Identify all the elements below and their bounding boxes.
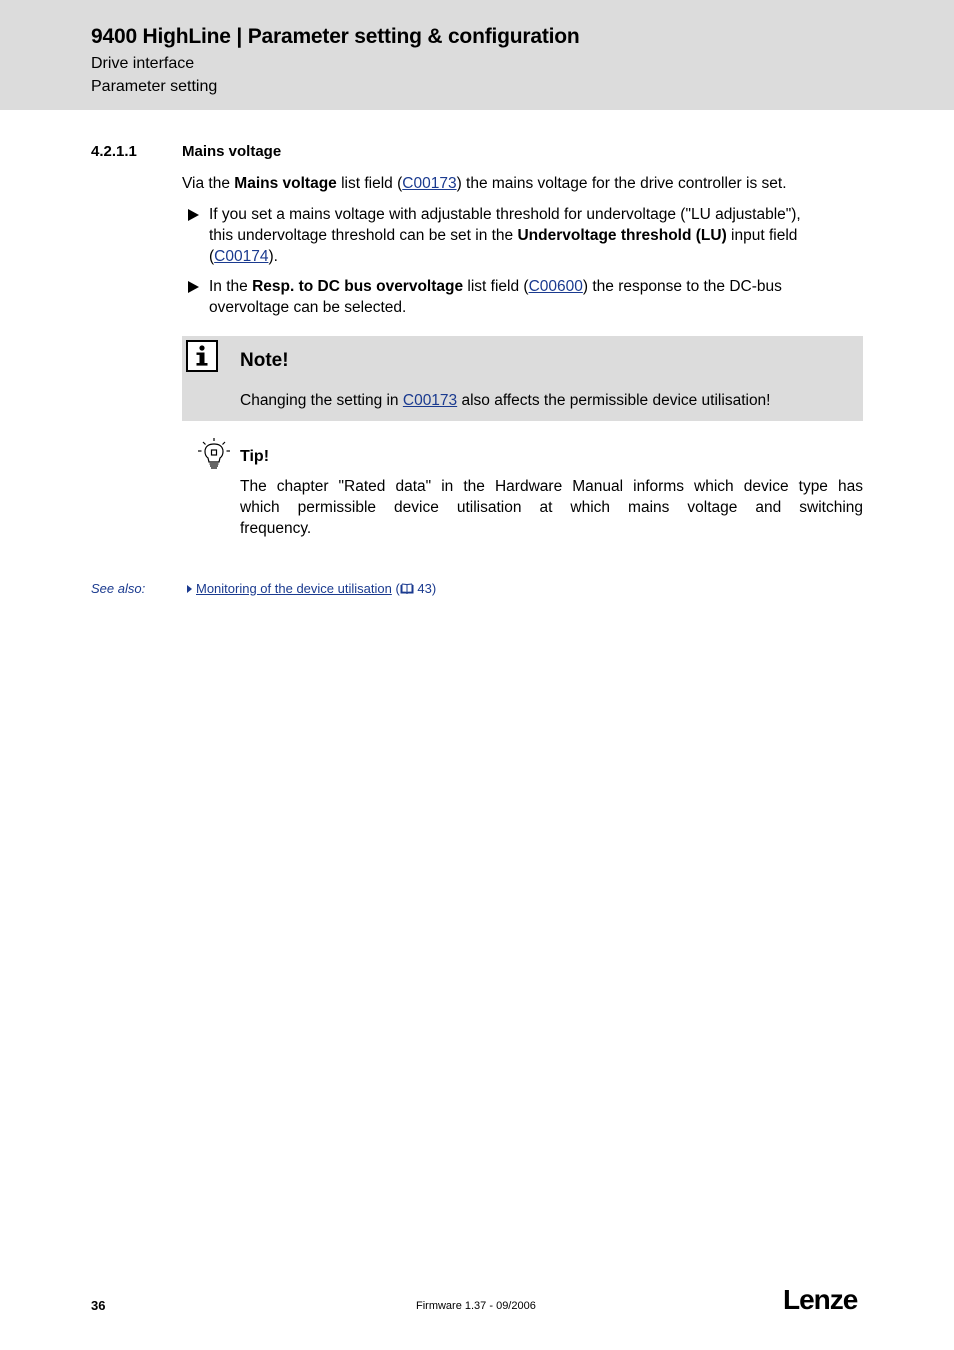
bullet-item-dc-bus: In the Resp. to DC bus overvoltage list field (C00600) the response to the DC-bus overvoltage can be selected. [209,278,782,316]
note-title: Note! [240,350,289,371]
see-also-label: See also: [91,581,146,596]
link-c00600[interactable]: C00600 [528,278,583,295]
dc-bus-overvoltage-field-name: Resp. to DC bus overvoltage [252,278,464,295]
subchapter-title: Parameter setting [91,78,218,95]
lenze-logo: Lenze [783,1284,858,1315]
tip-title: Tip! [240,448,270,465]
bullet-item-undervoltage: If you set a mains voltage with adjustable threshold for undervoltage ("LU adjustable"), this undervoltage threshold can be set in the Undervoltage threshold (LU) input field (C00174). [209,206,801,265]
link-c00173[interactable]: C00173 [402,175,457,192]
intro-paragraph: Via the Mains voltage list field (C00173) the mains voltage for the drive controller is set. [182,175,787,192]
bullet-arrow-icon [188,209,199,221]
firmware-version: Firmware 1.37 - 09/2006 [416,1300,536,1312]
link-c00173-note[interactable]: C00173 [402,392,458,409]
see-also-reference: Monitoring of the device utilisation ( 43) [196,581,437,596]
info-icon [186,340,218,372]
book-icon [400,582,414,597]
section-title: Mains voltage [182,143,282,160]
mains-voltage-field-name: Mains voltage [234,175,337,192]
document-title: 9400 HighLine | Parameter setting & configuration [91,25,580,48]
note-text: Changing the setting in C00173 also affects the permissible device utilisation! [240,392,771,409]
link-c00174[interactable]: C00174 [214,248,269,265]
chapter-title: Drive interface [91,55,195,72]
bullet-arrow-icon [188,281,199,293]
undervoltage-threshold-field-name: Undervoltage threshold (LU) [517,227,727,244]
lightbulb-icon [197,437,231,476]
see-also-arrow-icon [187,585,192,593]
tip-text: The chapter "Rated data" in the Hardware Manual informs which device type has which permissible device utilisation at which mains voltage and switching frequency. [240,478,863,537]
page-number: 36 [91,1298,106,1313]
page-header [0,0,954,110]
link-monitoring-device-utilisation[interactable]: Monitoring of the device utilisation [196,581,392,596]
section-number: 4.2.1.1 [91,143,137,160]
